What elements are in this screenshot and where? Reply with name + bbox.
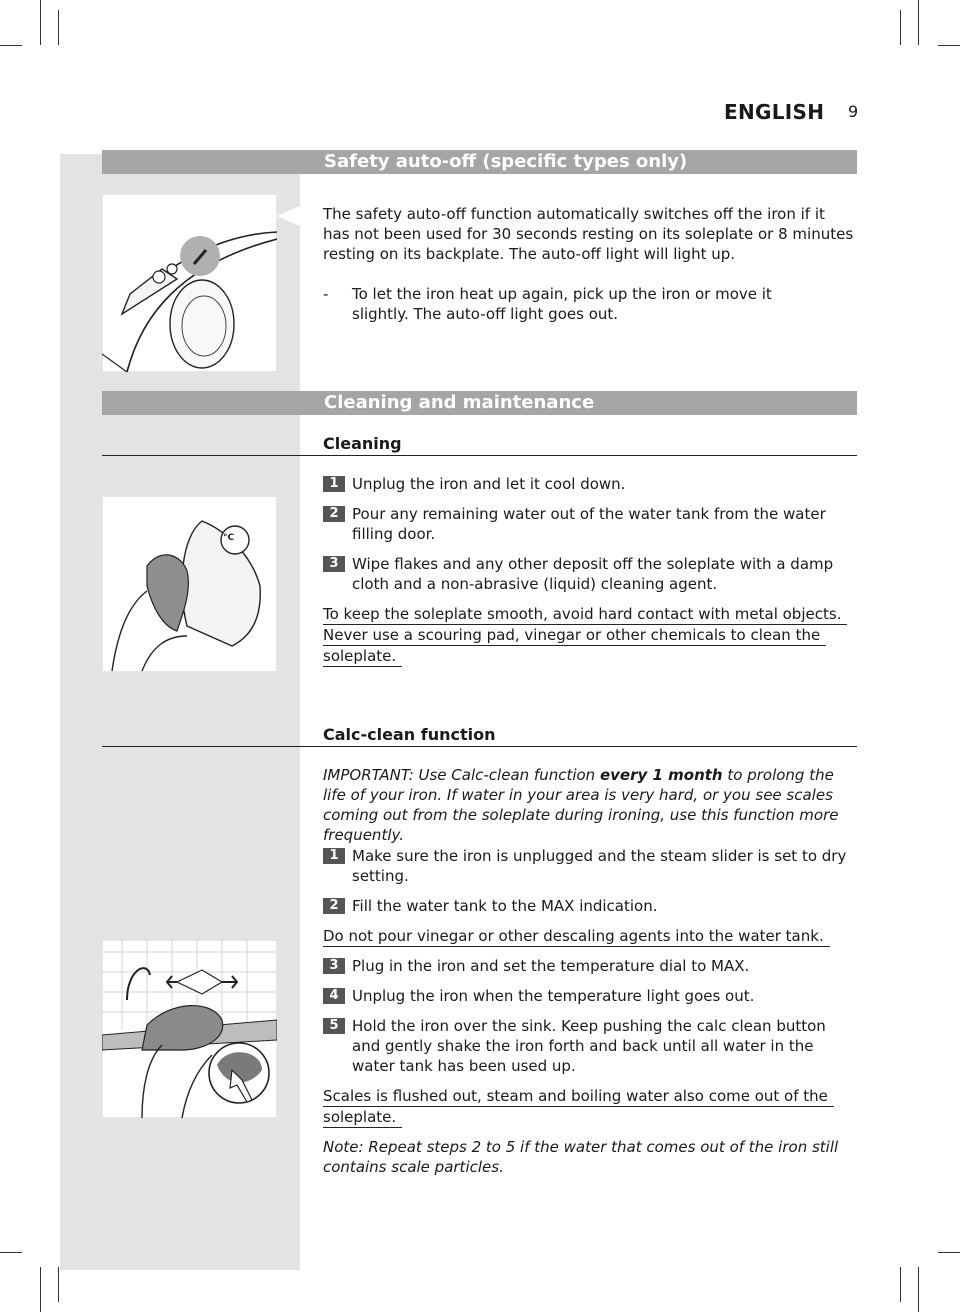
- cleaning-soleplate-illustration: [102, 496, 277, 672]
- warning-line: To keep the soleplate smooth, avoid hard contact with metal objects.: [323, 604, 847, 625]
- bullet-dash: -: [323, 285, 329, 303]
- page-number: 9: [848, 102, 859, 121]
- step-number: 1: [323, 848, 345, 864]
- warning-line: Do not pour vinegar or other descaling agents into the water tank.: [323, 926, 830, 947]
- step-text: Pour any remaining water out of the water tank from the water filling door.: [352, 505, 826, 543]
- crop-mark: [40, 0, 41, 45]
- section-title-safety: Safety auto-off (specific types only): [324, 151, 688, 172]
- sink-calc-clean-illustration: [102, 940, 277, 1118]
- crop-mark: [918, 0, 919, 45]
- step-number: 2: [323, 506, 345, 522]
- crop-mark: [938, 1252, 960, 1253]
- crop-mark: [58, 1267, 59, 1302]
- crop-mark: [900, 1267, 901, 1302]
- step-number: 2: [323, 898, 345, 914]
- warning-line: soleplate.: [323, 646, 402, 667]
- cleaning-warning: [323, 604, 847, 667]
- note: Note: Repeat steps 2 to 5 if the water that comes out of the iron still contains scale particles.: [323, 1138, 839, 1176]
- cleaning-step: [323, 474, 855, 494]
- crop-mark: [58, 10, 59, 45]
- step-text: Hold the iron over the sink. Keep pushing the calc clean button and gently shake the iron forth and back until all water in the water tank has been used up.: [352, 1017, 826, 1075]
- important-text: IMPORTANT: Use Calc-clean function: [323, 766, 600, 784]
- iron-over-sink-icon: [102, 940, 277, 1118]
- step-number: 1: [323, 476, 345, 492]
- step-text: Fill the water tank to the MAX indication.: [352, 897, 658, 915]
- step-number: 5: [323, 1018, 345, 1034]
- crop-mark: [938, 45, 960, 46]
- important-emphasis: every 1 month: [599, 766, 723, 784]
- important-note: [323, 765, 855, 845]
- crop-mark: [0, 1252, 22, 1253]
- crop-mark: [900, 10, 901, 45]
- iron-auto-off-light-icon: [102, 194, 277, 372]
- subhead-rule: [102, 746, 857, 747]
- iron-backplate-illustration: [102, 194, 277, 372]
- crop-mark: [40, 1267, 41, 1312]
- important-text: to prolong the life of your iron. If water in your area is very hard, or you see scales coming out from the soleplate during ironing, use this function more frequently.: [323, 766, 839, 844]
- pointer-triangle: [277, 206, 300, 226]
- cleaning-step: [323, 554, 855, 594]
- section-bar-cleaning: [102, 391, 857, 415]
- step-text: Unplug the iron when the temperature light goes out.: [352, 987, 755, 1005]
- cloth-wiping-iron-icon: [102, 496, 277, 672]
- safety-paragraph: The safety auto-off function automatically switches off the iron if it has not been used for 30 seconds resting on its soleplate or 8 minutes resting on its backplate. The auto-off light will light up.: [323, 205, 854, 263]
- step-text: Make sure the iron is unplugged and the steam slider is set to dry setting.: [352, 847, 847, 885]
- step-number: 4: [323, 988, 345, 1004]
- safety-bullet: To let the iron heat up again, pick up the iron or move it slightly. The auto-off light goes out.: [352, 285, 772, 323]
- step-text: Wipe flakes and any other deposit off the soleplate with a damp cloth and a non-abrasive (liquid) cleaning agent.: [352, 555, 834, 593]
- calc-step: [323, 1016, 855, 1076]
- calc-step: [323, 896, 855, 916]
- step-text: Unplug the iron and let it cool down.: [352, 475, 626, 493]
- calc-step: [323, 956, 855, 976]
- cleaning-step: [323, 504, 855, 544]
- subhead-calc-clean: Calc-clean function: [323, 725, 496, 744]
- calc-warning-end: [323, 1086, 834, 1128]
- step-number: 3: [323, 958, 345, 974]
- subhead-cleaning: Cleaning: [323, 434, 402, 453]
- warning-line: soleplate.: [323, 1107, 402, 1128]
- calc-step: [323, 846, 855, 886]
- page-language: ENGLISH: [724, 100, 825, 124]
- temperature-icon-label: °C: [223, 533, 235, 543]
- warning-line: Never use a scouring pad, vinegar or other chemicals to clean the: [323, 625, 826, 646]
- subhead-rule: [102, 455, 857, 456]
- crop-mark: [0, 45, 22, 46]
- step-number: 3: [323, 556, 345, 572]
- crop-mark: [918, 1267, 919, 1312]
- section-title-cleaning: Cleaning and maintenance: [324, 392, 595, 413]
- section-bar-safety: [102, 150, 857, 174]
- calc-step: [323, 986, 855, 1006]
- calc-warning: [323, 926, 830, 947]
- step-text: Plug in the iron and set the temperature dial to MAX.: [352, 957, 750, 975]
- warning-line: Scales is flushed out, steam and boiling water also come out of the: [323, 1086, 834, 1107]
